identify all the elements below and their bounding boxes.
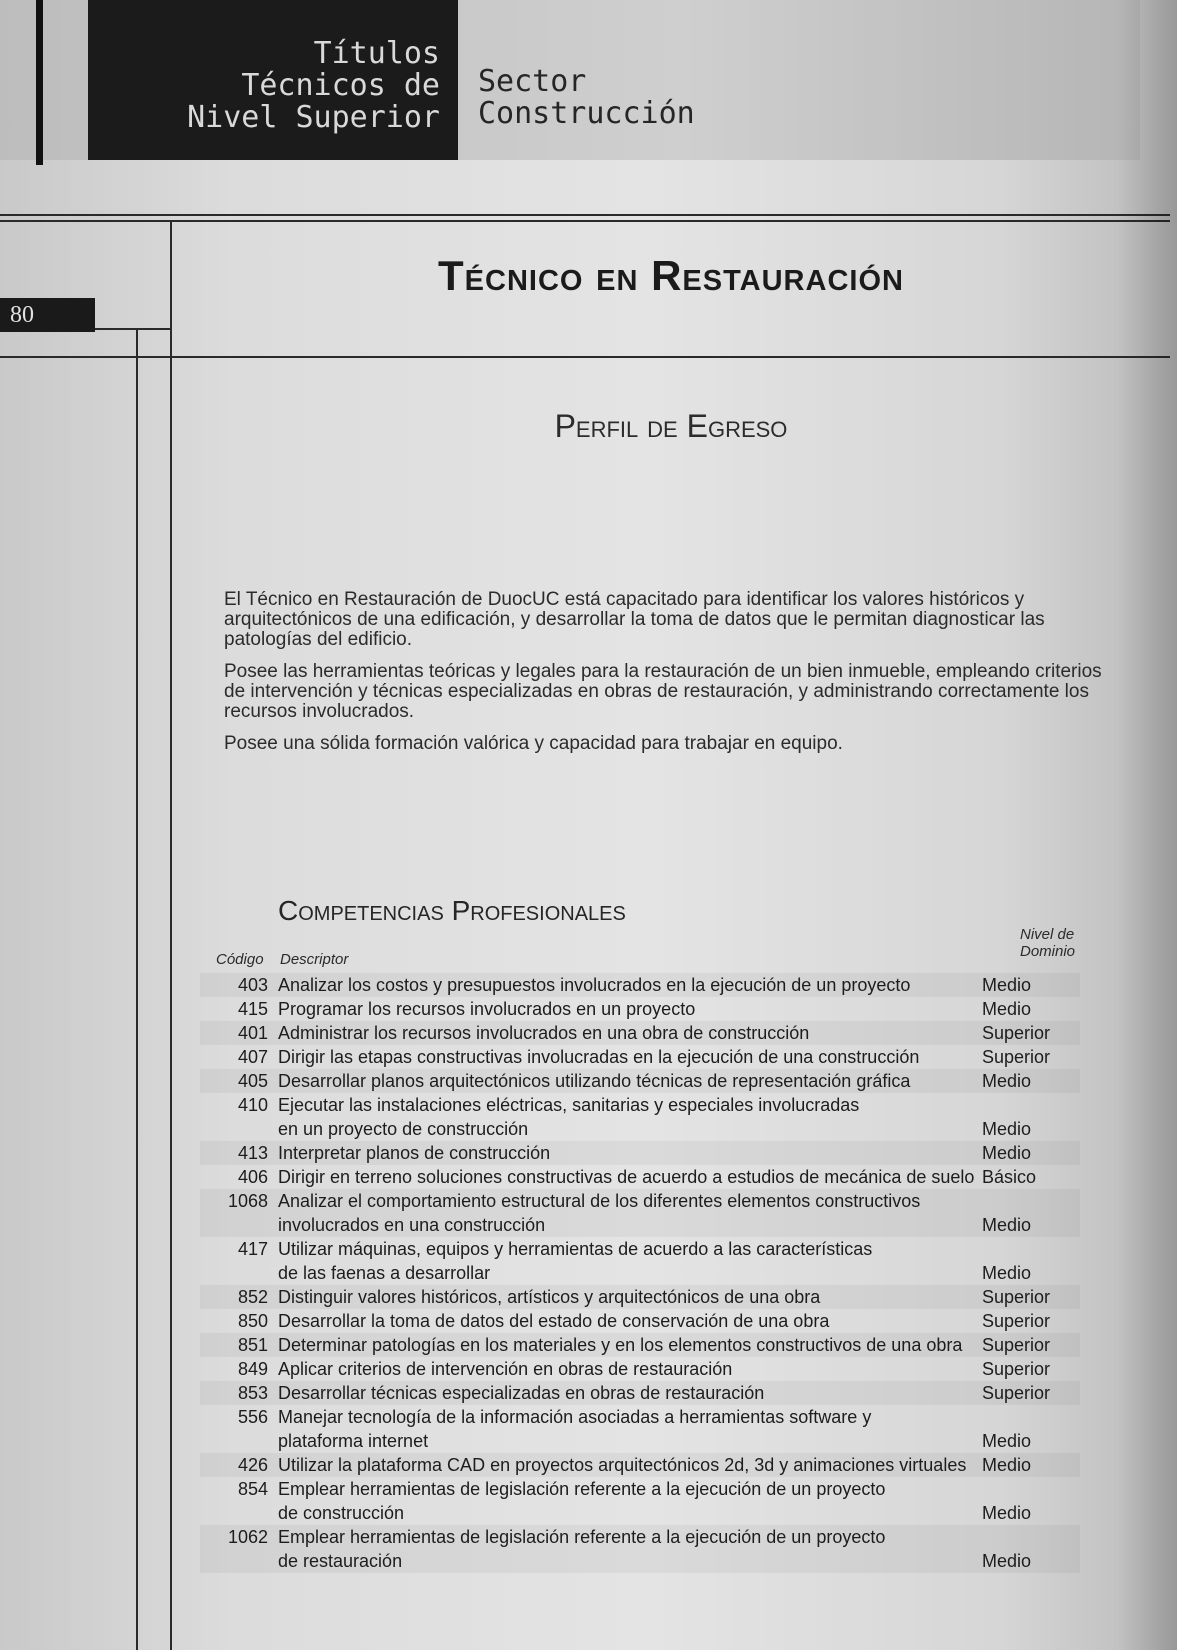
top-rule-inner [0,220,1170,222]
row-descriptor-line: de construcción [278,1503,405,1523]
row-code: 851 [237,1335,268,1355]
row-level: Medio [982,1071,1032,1091]
series-title-line: Técnicos de [241,68,440,103]
table-row [200,973,1080,997]
row-code: 426 [237,1455,268,1475]
row-descriptor [278,1309,988,1333]
row-descriptor [278,1237,988,1285]
row-descriptor-line: Utilizar máquinas, equipos y herramientas de acuerdo a las características [278,1239,873,1259]
main-title: Técnico en Restauración [438,252,904,299]
row-level: Superior [982,1359,1051,1379]
row-descriptor-line: Dirigir las etapas constructivas involucradas en la ejecución de una construcción [278,1047,920,1067]
series-title [187,38,440,134]
row-level: Medio [982,1503,1032,1523]
table-row [200,1477,1080,1525]
table-row [200,997,1080,1021]
sector-label [478,66,695,130]
row-descriptor [278,1165,988,1189]
row-descriptor [278,1477,988,1525]
row-code: 556 [237,1407,268,1427]
row-code: 407 [237,1047,268,1067]
row-code: 1062 [227,1527,268,1547]
row-descriptor-line: Administrar los recursos involucrados en una obra de construcción [278,1023,810,1043]
column-header-code: Código [216,951,264,968]
row-descriptor-line: Desarrollar planos arquitectónicos utilizando técnicas de representación gráfica [278,1071,911,1091]
row-level: Superior [982,1047,1051,1067]
table-row [200,1405,1080,1453]
column-header-level-line: Dominio [1020,943,1076,960]
margin-vrule-1 [136,328,138,1650]
profile-paragraph: Posee las herramientas teóricas y legales para la restauración de un bien inmueble, empleando criterios de intervención y técnicas especializadas en obras de restauración, y administrando correctamente los recursos involucrados. [224,661,1102,722]
row-level: Superior [982,1383,1051,1403]
row-descriptor [278,1285,988,1309]
margin-vrule-2 [170,356,172,1650]
series-title-block [88,0,458,160]
table-row [200,1357,1080,1381]
row-code: 854 [237,1479,268,1499]
page-edge-shadow [1117,0,1177,1650]
table-row [200,1237,1080,1285]
row-descriptor-line: Emplear herramientas de legislación referente a la ejecución de un proyecto [278,1479,886,1499]
competencies-table [200,973,1080,1573]
table-row [200,1141,1080,1165]
row-descriptor [278,1357,988,1381]
row-descriptor-line: Utilizar la plataforma CAD en proyectos arquitectónicos 2d, 3d y animaciones virtuales [278,1455,967,1475]
row-level: Medio [982,1551,1032,1571]
table-row [200,1021,1080,1045]
row-descriptor [278,1381,988,1405]
table-row [200,1069,1080,1093]
row-descriptor-line: Emplear herramientas de legislación referente a la ejecución de un proyecto [278,1527,886,1547]
row-descriptor-line: Determinar patologías en los materiales y en los elementos constructivos de una obra [278,1335,963,1355]
row-code: 401 [237,1023,268,1043]
row-descriptor-line: Programar los recursos involucrados en un proyecto [278,999,696,1019]
row-level: Medio [982,975,1032,995]
table-row [200,1525,1080,1573]
row-code: 410 [237,1095,268,1115]
row-descriptor [278,1093,988,1141]
row-level: Básico [982,1167,1037,1187]
row-descriptor-line: plataforma internet [278,1431,429,1451]
page-number: 80 [0,298,95,332]
profile-text [224,590,1114,766]
row-descriptor-line: Analizar el comportamiento estructural de los diferentes elementos constructivos [278,1191,921,1211]
table-row [200,1285,1080,1309]
row-descriptor [278,1189,988,1237]
row-descriptor-line: Distinguir valores históricos, artísticos y arquitectónicos de una obra [278,1287,821,1307]
row-descriptor [278,1045,988,1069]
row-code: 406 [237,1167,268,1187]
profile-paragraph: Posee una sólida formación valórica y capacidad para trabajar en equipo. [224,733,843,754]
table-row [200,1453,1080,1477]
row-descriptor [278,1453,988,1477]
row-descriptor [278,1333,988,1357]
row-level: Superior [982,1287,1051,1307]
row-code: 405 [237,1071,268,1091]
row-level: Medio [982,1455,1032,1475]
row-code: 417 [237,1239,268,1259]
row-descriptor-line: de restauración [278,1551,403,1571]
table-row [200,1333,1080,1357]
series-title-line: Nivel Superior [187,100,440,135]
row-descriptor-line: Interpretar planos de construcción [278,1143,551,1163]
column-header-descriptor: Descriptor [280,951,349,968]
row-code: 403 [237,975,268,995]
table-row [200,1189,1080,1237]
table-row [200,1381,1080,1405]
row-descriptor-line: Dirigir en terreno soluciones constructivas de acuerdo a estudios de mecánica de suelo [278,1167,975,1187]
row-code: 852 [237,1287,268,1307]
row-level: Medio [982,1119,1032,1139]
table-row [200,1093,1080,1141]
sector-line: Construcción [478,96,695,131]
row-descriptor [278,1021,988,1045]
sector-line: Sector [478,64,587,99]
row-descriptor-line: Desarrollar la toma de datos del estado de conservación de una obra [278,1311,830,1331]
row-descriptor [278,973,988,997]
row-descriptor [278,1405,988,1453]
row-code: 850 [237,1311,268,1331]
row-level: Medio [982,1263,1032,1283]
row-level: Medio [982,1143,1032,1163]
row-descriptor-line: involucrados en una construcción [278,1215,546,1235]
row-descriptor-line: Aplicar criterios de intervención en obras de restauración [278,1359,733,1379]
row-code: 849 [237,1359,268,1379]
competencies-title: Competencias Profesionales [278,895,626,926]
row-descriptor-line: en un proyecto de construcción [278,1119,529,1139]
table-row [200,1165,1080,1189]
row-descriptor [278,1069,988,1093]
table-row [200,1045,1080,1069]
row-level: Superior [982,1023,1051,1043]
row-level: Medio [982,1215,1032,1235]
row-descriptor-line: Desarrollar técnicas especializadas en obras de restauración [278,1383,765,1403]
row-level: Superior [982,1335,1051,1355]
profile-paragraph: El Técnico en Restauración de DuocUC está capacitado para identificar los valores históricos y arquitectónicos de una edificación, y desarrollar la toma de datos que le permitan diagnosticar las patologías del edificio. [224,589,1045,650]
row-level: Medio [982,1431,1032,1451]
row-code: 853 [237,1383,268,1403]
row-descriptor-line: Analizar los costos y presupuestos involucrados en la ejecución de un proyecto [278,975,911,995]
row-descriptor [278,1525,988,1573]
column-header-level-line: Nivel de [1020,926,1075,943]
row-level: Medio [982,999,1032,1019]
row-code: 413 [237,1143,268,1163]
row-code: 415 [237,999,268,1019]
spine-bar [36,0,43,165]
row-descriptor [278,1141,988,1165]
section-title: Perfil de Egreso [554,408,788,444]
row-descriptor-line: de las faenas a desarrollar [278,1263,491,1283]
row-descriptor [278,997,988,1021]
series-title-line: Títulos [313,36,440,71]
row-descriptor-line: Ejecutar las instalaciones eléctricas, sanitarias y especiales involucradas [278,1095,860,1115]
row-level: Superior [982,1311,1051,1331]
row-code: 1068 [227,1191,268,1211]
mid-rule [0,356,1170,358]
table-row [200,1309,1080,1333]
column-header-level [1020,926,1075,960]
row-descriptor-line: Manejar tecnología de la información asociadas a herramientas software y [278,1407,872,1427]
top-rule [0,214,1170,216]
